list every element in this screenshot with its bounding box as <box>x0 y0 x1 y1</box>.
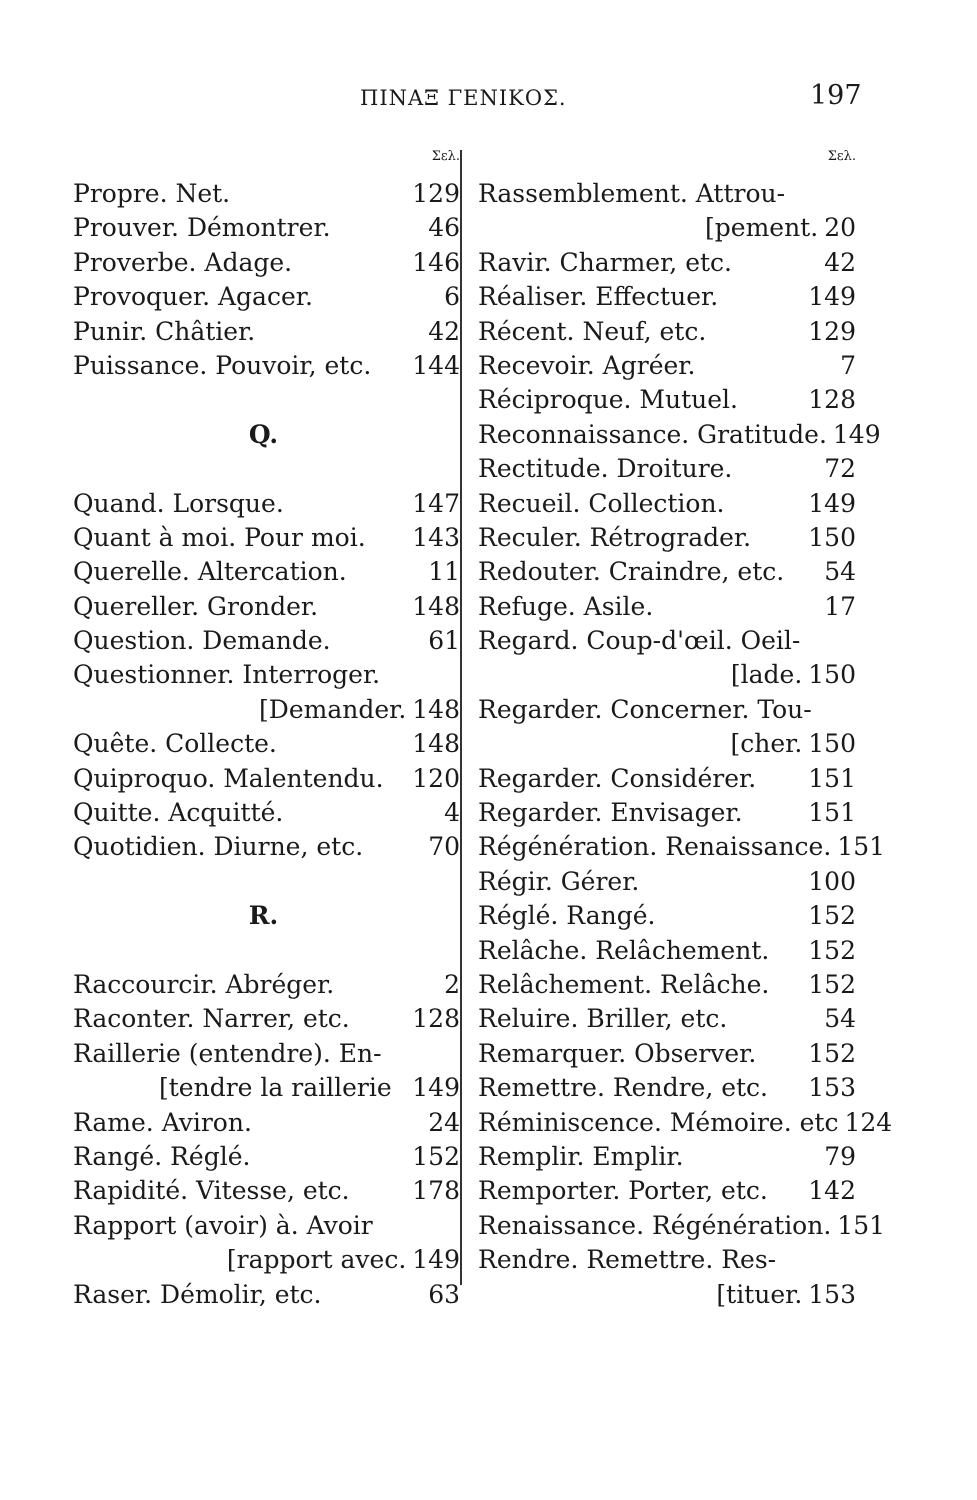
index-entry <box>73 762 460 796</box>
entry-page-number: 153 <box>808 1279 856 1309</box>
entry-text: Querelle. Altercation. <box>73 557 347 587</box>
entry-text: Remettre. Rendre, etc. <box>478 1073 769 1103</box>
entry-text: Raccourcir. Abréger. <box>73 969 335 999</box>
entry-page-number: 63 <box>428 1279 460 1309</box>
entry-text: Rangé. Réglé. <box>73 1141 251 1171</box>
index-entry <box>478 555 856 589</box>
index-entry <box>73 1243 460 1277</box>
index-entry <box>478 590 856 624</box>
entry-page-number: 148 <box>412 729 460 759</box>
entry-page-number: 151 <box>837 1210 886 1240</box>
entry-page-number: 120 <box>412 763 460 793</box>
index-entry <box>478 383 856 417</box>
index-entry <box>478 487 856 521</box>
entry-text: Raconter. Narrer, etc. <box>73 1004 350 1034</box>
entry-page-number: 152 <box>808 935 856 965</box>
index-entry <box>73 280 460 314</box>
index-entry <box>478 624 856 658</box>
entry-page-number: 142 <box>808 1176 856 1206</box>
index-entry <box>73 865 460 899</box>
entry-text: Reluire. Briller, etc. <box>478 1004 728 1034</box>
index-entry <box>73 487 460 521</box>
entry-page-number: 17 <box>824 591 856 621</box>
index-entry <box>478 1174 856 1208</box>
entry-text: Rendre. Remettre. Res- <box>478 1245 777 1275</box>
index-entry <box>73 452 460 486</box>
index-entry <box>478 418 881 452</box>
entry-text: Réaliser. Effectuer. <box>478 282 719 312</box>
entry-text: Proverbe. Adage. <box>73 247 293 277</box>
entry-page-number: 124 <box>844 1107 893 1137</box>
entry-text: Raser. Démolir, etc. <box>73 1279 322 1309</box>
entry-text: Quitte. Acquitté. <box>73 798 284 828</box>
entry-text: Quereller. Gronder. <box>73 591 319 621</box>
entry-text: Rapidité. Vitesse, etc. <box>73 1176 350 1206</box>
index-entry <box>478 727 856 761</box>
entry-text: Recevoir. Agréer. <box>478 350 696 380</box>
left-rows <box>73 177 460 1312</box>
entry-page-number: 70 <box>428 832 460 862</box>
entry-text: Quotidien. Diurne, etc. <box>73 832 364 862</box>
index-entry <box>478 452 856 486</box>
entry-page-number: 150 <box>808 522 856 552</box>
entry-text: Rassemblement. Attrou- <box>478 179 786 208</box>
entry-text: Réciproque. Mutuel. <box>478 385 738 415</box>
entry-text: Remarquer. Observer. <box>478 1038 757 1068</box>
index-entry <box>73 315 460 349</box>
entry-text: [tituer. <box>716 1279 803 1309</box>
entry-text: Relâche. Relâchement. <box>478 935 770 965</box>
entry-text: Regarder. Envisager. <box>478 798 743 828</box>
index-entry <box>478 246 856 280</box>
entry-text: Quiproquo. Malentendu. <box>73 763 384 793</box>
entry-text: [cher. <box>730 729 803 759</box>
entry-page-number: 46 <box>428 213 460 243</box>
index-entry <box>73 658 460 692</box>
entry-page-number: 24 <box>428 1107 460 1137</box>
entry-page-number: 151 <box>808 798 856 828</box>
entry-text: Rapport (avoir) à. Avoir <box>73 1210 373 1240</box>
index-entry <box>73 727 460 761</box>
index-entry <box>478 1278 856 1312</box>
entry-text: Quant à moi. Pour moi. <box>73 522 366 552</box>
index-entry <box>73 1209 460 1243</box>
entry-page-number: 129 <box>412 179 460 208</box>
index-entry <box>478 1037 856 1071</box>
entry-page-number: 129 <box>808 316 856 346</box>
index-entry <box>73 934 460 968</box>
index-entry <box>478 211 856 245</box>
entry-page-number: 146 <box>412 247 460 277</box>
entry-text: Raillerie (entendre). En- <box>73 1038 382 1068</box>
entry-text: [tendre la raillerie <box>159 1073 392 1103</box>
entry-text: Question. Demande. <box>73 626 331 656</box>
entry-text: Réminiscence. Mémoire. etc <box>478 1107 839 1137</box>
entry-text: Regarder. Concerner. Tou- <box>478 694 812 724</box>
entry-page-number: 152 <box>808 901 856 931</box>
entry-text: Prouver. Démontrer. <box>73 213 331 243</box>
entry-text: Provoquer. Agacer. <box>73 282 313 312</box>
entry-page-number: 149 <box>808 488 856 518</box>
index-entry <box>478 521 856 555</box>
entry-page-number: 149 <box>412 1073 460 1103</box>
entry-text: Refuge. Asile. <box>478 591 654 621</box>
index-entry <box>478 315 856 349</box>
index-entry <box>478 762 856 796</box>
index-entry <box>73 349 460 383</box>
entry-text: Propre. Net. <box>73 179 231 208</box>
index-entry <box>478 899 856 933</box>
entry-page-number: 54 <box>824 557 856 587</box>
left-index-column <box>73 143 460 1312</box>
entry-text: Punir. Châtier. <box>73 316 256 346</box>
entry-page-number: 153 <box>808 1073 856 1103</box>
column-divider <box>460 150 462 1285</box>
index-entry <box>478 1140 856 1174</box>
index-entry <box>478 658 856 692</box>
entry-text: Récent. Neuf, etc. <box>478 316 707 346</box>
entry-text: Remplir. Emplir. <box>478 1141 684 1171</box>
entry-text: Questionner. Interroger. <box>73 660 381 690</box>
page-unit-label: Σελ. <box>431 149 460 164</box>
entry-page-number: 100 <box>808 866 856 896</box>
entry-text: Reculer. Rétrograder. <box>478 522 752 552</box>
entry-text: Relâchement. Relâche. <box>478 969 770 999</box>
index-entry <box>478 865 856 899</box>
entry-text: Régir. Gérer. <box>478 866 640 896</box>
index-entry <box>478 177 856 211</box>
entry-page-number: 54 <box>824 1004 856 1034</box>
entry-page-number: 4 <box>444 798 460 828</box>
index-entry <box>478 1209 886 1243</box>
index-entry <box>73 796 460 830</box>
running-header-title: ΠΙΝΑΞ ΓΕΝΙΚΟΣ. <box>360 86 567 110</box>
index-entry <box>73 383 460 417</box>
index-entry <box>478 349 856 383</box>
entry-page-number: 128 <box>808 385 856 415</box>
index-entry <box>73 211 460 245</box>
index-entry <box>73 830 460 864</box>
entry-page-number: 150 <box>808 729 856 759</box>
entry-text: Rectitude. Droiture. <box>478 454 733 484</box>
entry-text: Ravir. Charmer, etc. <box>478 247 732 277</box>
entry-text: [rapport avec. <box>226 1245 407 1275</box>
entry-page-number: 149 <box>412 1245 460 1275</box>
entry-page-number: 79 <box>824 1141 856 1171</box>
entry-text: Remporter. Porter, etc. <box>478 1176 768 1206</box>
index-entry <box>478 1106 893 1140</box>
entry-page-number: 20 <box>824 213 856 243</box>
index-entry <box>73 1071 460 1105</box>
entry-page-number: 72 <box>824 454 856 484</box>
index-entry <box>478 968 856 1002</box>
entry-text: Régénération. Renaissance. <box>478 832 832 862</box>
entry-page-number: 150 <box>808 660 856 690</box>
entry-page-number: 152 <box>808 969 856 999</box>
entry-text: Redouter. Craindre, etc. <box>478 557 785 587</box>
entry-page-number: 2 <box>444 969 460 999</box>
entry-page-number: 151 <box>808 763 856 793</box>
index-entry <box>73 968 460 1002</box>
index-entry <box>478 796 856 830</box>
index-entry <box>73 1037 460 1071</box>
index-entry <box>73 1106 460 1140</box>
entry-page-number: 148 <box>412 694 460 724</box>
index-entry <box>73 246 460 280</box>
entry-page-number: 149 <box>808 282 856 312</box>
entry-page-number: 178 <box>412 1176 460 1206</box>
entry-text: Quand. Lorsque. <box>73 488 284 518</box>
entry-page-number: 143 <box>412 522 460 552</box>
entry-text: [pement. <box>705 213 819 243</box>
index-entry <box>478 1002 856 1036</box>
entry-text: Recueil. Collection. <box>478 488 725 518</box>
index-entry <box>478 1243 856 1277</box>
entry-text: Rame. Aviron. <box>73 1107 252 1137</box>
entry-text: Reconnaissance. Gratitude. <box>478 419 827 449</box>
page-unit-label: Σελ. <box>827 149 856 164</box>
index-entry <box>73 624 460 658</box>
index-entry <box>478 934 856 968</box>
section-letter <box>73 418 460 452</box>
entry-page-number: 11 <box>428 557 460 587</box>
entry-text: Puissance. Pouvoir, etc. <box>73 350 372 380</box>
section-letter-text: Q. <box>248 419 279 449</box>
entry-page-number: 42 <box>428 316 460 346</box>
entry-text: Regarder. Considérer. <box>478 763 757 793</box>
index-entry <box>478 1071 856 1105</box>
entry-text: Regard. Coup-d'œil. Oeil- <box>478 626 801 656</box>
index-entry <box>478 693 856 727</box>
entry-page-number: 42 <box>824 247 856 277</box>
index-entry <box>73 1174 460 1208</box>
entry-page-number: 152 <box>808 1038 856 1068</box>
index-entry <box>73 590 460 624</box>
index-entry <box>73 1278 460 1312</box>
index-entry <box>478 830 886 864</box>
entry-page-number: 147 <box>412 488 460 518</box>
entry-text: Renaissance. Régénération. <box>478 1210 832 1240</box>
right-rows <box>478 177 893 1312</box>
section-letter-text: R. <box>248 901 279 931</box>
index-entry <box>73 1140 460 1174</box>
index-entry <box>73 521 460 555</box>
index-entry <box>478 280 856 314</box>
index-entry <box>73 177 460 211</box>
index-entry <box>73 555 460 589</box>
entry-page-number: 148 <box>412 591 460 621</box>
entry-text: [lade. <box>730 660 803 690</box>
entry-page-number: 144 <box>412 350 460 380</box>
entry-text: [Demander. <box>259 694 407 724</box>
entry-page-number: 6 <box>444 282 460 312</box>
entry-page-number: 7 <box>840 350 856 380</box>
index-entry <box>73 693 460 727</box>
index-entry <box>73 1002 460 1036</box>
section-letter <box>73 899 460 933</box>
page-number: 197 <box>810 80 862 111</box>
entry-page-number: 128 <box>412 1004 460 1034</box>
entry-text: Quête. Collecte. <box>73 729 277 759</box>
entry-text: Réglé. Rangé. <box>478 901 656 931</box>
entry-page-number: 152 <box>412 1141 460 1171</box>
right-index-column <box>478 143 893 1312</box>
entry-page-number: 61 <box>428 626 460 656</box>
entry-page-number: 151 <box>837 832 886 862</box>
entry-page-number: 149 <box>832 419 881 449</box>
